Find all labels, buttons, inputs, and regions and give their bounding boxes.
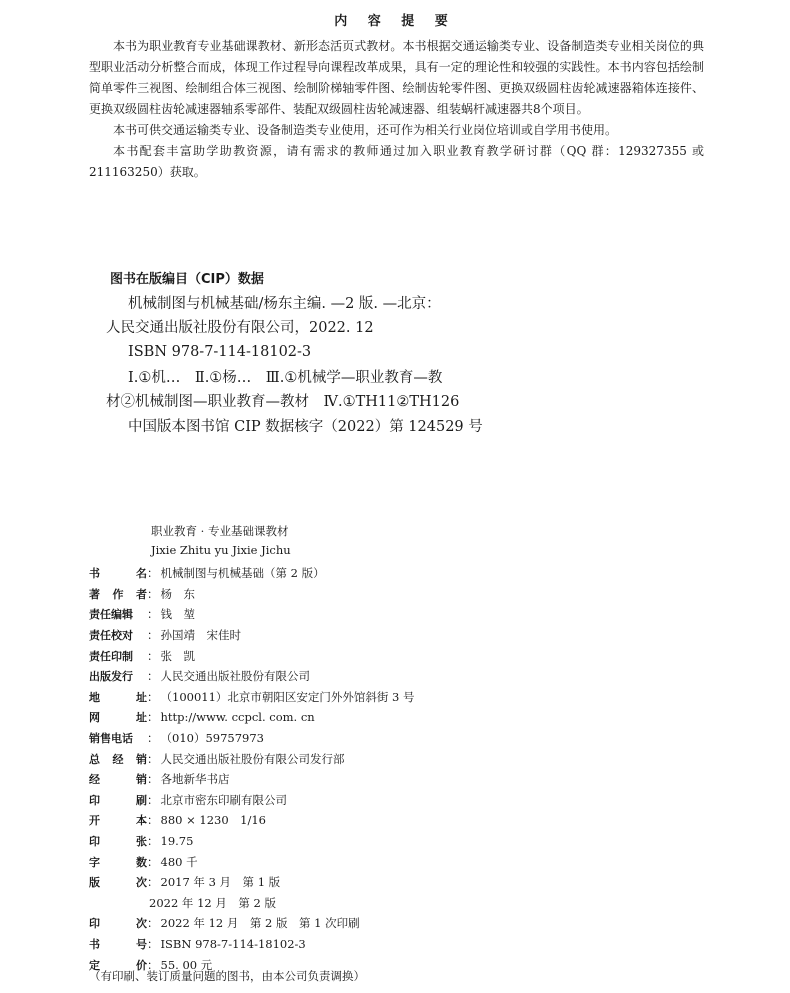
imprint-colon: ： <box>147 710 159 725</box>
imprint-label-char: 名 <box>136 567 147 581</box>
imprint-colon: ： <box>147 731 159 746</box>
imprint-value: http://www. ccpcl. com. cn <box>160 710 315 725</box>
imprint-label-char: 址 <box>136 711 147 725</box>
imprint-label <box>89 854 147 870</box>
imprint-colon: ： <box>147 916 159 931</box>
imprint-label-char: 经 <box>112 752 124 766</box>
imprint-colon: ： <box>147 772 159 787</box>
imprint-label-char: 出版发行 <box>89 670 133 684</box>
imprint-value: 张 凯 <box>160 648 195 663</box>
imprint-value: 19.75 <box>160 834 194 849</box>
imprint-value: 杨 东 <box>160 586 195 601</box>
imprint-value: 人民交通出版社股份有限公司发行部 <box>160 751 345 766</box>
imprint-value: 2022 年 12 月 第 2 版 <box>149 895 276 910</box>
imprint-label-char: 作 <box>112 587 124 601</box>
imprint-row <box>89 851 709 872</box>
imprint-label <box>89 730 147 746</box>
imprint-row <box>89 728 709 749</box>
imprint-label <box>89 648 147 664</box>
imprint-row <box>89 707 709 728</box>
series-name: 职业教育 · 专业基础课教材 <box>151 524 289 538</box>
imprint-value: （100011）北京市朝阳区安定门外外馆斜街 3 号 <box>160 689 415 704</box>
imprint-colon: ： <box>147 751 159 766</box>
cip-line-subjects: Ⅰ.①机… Ⅱ.①杨… Ⅲ.①机械学—职业教育—教 <box>128 370 443 386</box>
imprint-value: 机械制图与机械基础（第 2 版） <box>160 566 325 581</box>
cip-line-record: 中国版本图书馆 CIP 数据核字（2022）第 124529 号 <box>128 419 483 435</box>
imprint-label <box>89 936 147 952</box>
imprint-label-char: 价 <box>136 958 147 972</box>
summary-paragraph-3: 本书配套丰富助学助教资源，请有需求的教师通过加入职业教育教学研讨群（QQ 群：129327355 或 211163250）获取。 <box>89 144 704 179</box>
imprint-label-char: 销售电话 <box>89 732 133 746</box>
summary-paragraph-2: 本书可供交通运输类专业、设备制造类专业使用，还可作为相关行业岗位培训或自学用书使用。 <box>113 123 618 137</box>
cip-heading: 图书在版编目（CIP）数据 <box>110 272 264 287</box>
imprint-label <box>89 833 147 849</box>
imprint-label-char: 网 <box>89 711 100 725</box>
quality-notice: （有印刷、装订质量问题的图书，由本公司负责调换） <box>89 969 365 983</box>
imprint-label <box>89 627 147 643</box>
series-pinyin: Jixie Zhitu yu Jixie Jichu <box>151 543 291 557</box>
imprint-row <box>89 563 709 584</box>
imprint-value: 钱 堃 <box>160 607 195 622</box>
imprint-label-char: 版 <box>89 876 100 890</box>
imprint-row <box>89 604 709 625</box>
imprint-row <box>89 645 709 666</box>
imprint-row <box>89 810 709 831</box>
imprint-label-char: 销 <box>136 752 147 766</box>
imprint-value: 各地新华书店 <box>160 772 230 787</box>
imprint-value: ISBN 978-7-114-18102-3 <box>160 936 306 951</box>
imprint-label-char: 次 <box>136 876 147 890</box>
imprint-label <box>89 709 147 725</box>
cip-line-publisher: 人民交通出版社股份有限公司，2022. 12 <box>106 320 374 336</box>
imprint-row <box>89 687 709 708</box>
imprint-colon: ： <box>147 628 159 643</box>
imprint-label-char: 销 <box>136 773 147 787</box>
imprint-value: 2022 年 12 月 第 2 版 第 1 次印刷 <box>160 916 360 931</box>
imprint-row <box>89 584 709 605</box>
cip-line-isbn: ISBN 978-7-114-18102-3 <box>128 344 312 360</box>
imprint-label-char: 开 <box>89 814 100 828</box>
imprint-label-char: 地 <box>89 690 100 704</box>
imprint-label-char: 数 <box>136 855 147 869</box>
imprint-label-char: 印 <box>89 793 100 807</box>
imprint-row <box>89 872 709 893</box>
imprint-colon: ： <box>147 586 159 601</box>
imprint-label-char: 张 <box>136 835 147 849</box>
imprint-colon: ： <box>147 566 159 581</box>
imprint-label <box>89 668 147 684</box>
imprint-label <box>89 812 147 828</box>
imprint-label-char: 本 <box>136 814 147 828</box>
imprint-value: 孙国靖 宋佳时 <box>160 628 241 643</box>
imprint-label-char: 址 <box>136 690 147 704</box>
imprint-row <box>89 913 709 934</box>
imprint-colon: ： <box>147 792 159 807</box>
imprint-label-char: 印 <box>89 917 100 931</box>
imprint-value: 55. 00 元 <box>160 957 213 972</box>
imprint-label <box>89 874 147 890</box>
imprint-label-char: 书 <box>89 937 100 951</box>
imprint-list <box>89 563 709 975</box>
imprint-value: （010）59757973 <box>160 731 264 746</box>
imprint-label <box>89 771 147 787</box>
imprint-label-char: 号 <box>136 937 147 951</box>
imprint-colon: ： <box>147 669 159 684</box>
summary-title: 内 容 提 要 <box>334 14 456 29</box>
imprint-label-char: 责任校对 <box>89 629 133 643</box>
imprint-row <box>89 831 709 852</box>
imprint-label-char: 责任印制 <box>89 649 133 663</box>
imprint-label <box>89 565 147 581</box>
imprint-colon: ： <box>147 854 159 869</box>
cip-line-subjects-cont: 材②机械制图—职业教育—教材 Ⅳ.①TH11②TH126 <box>106 394 460 410</box>
imprint-value: 2017 年 3 月 第 1 版 <box>160 875 281 890</box>
imprint-label-char: 印 <box>89 835 100 849</box>
imprint-label-char: 刷 <box>136 793 147 807</box>
imprint-label-char: 总 <box>89 752 100 766</box>
imprint-label-char: 次 <box>136 917 147 931</box>
imprint-row <box>89 893 709 914</box>
imprint-label-char: 经 <box>89 773 100 787</box>
imprint-colon: ： <box>147 875 159 890</box>
imprint-colon: ： <box>147 813 159 828</box>
imprint-value: 480 千 <box>160 854 198 869</box>
imprint-colon: ： <box>147 957 159 972</box>
imprint-label <box>89 915 147 931</box>
imprint-label-char: 字 <box>89 855 100 869</box>
imprint-row <box>89 625 709 646</box>
imprint-label-char: 者 <box>136 587 147 601</box>
imprint-label-char: 定 <box>89 958 100 972</box>
imprint-label-char: 著 <box>89 587 100 601</box>
imprint-value: 880 × 1230 1/16 <box>160 813 266 828</box>
imprint-colon: ： <box>147 607 159 622</box>
imprint-row <box>89 790 709 811</box>
imprint-colon: ： <box>147 648 159 663</box>
imprint-colon: ： <box>147 834 159 849</box>
imprint-row <box>89 748 709 769</box>
summary-paragraph-1: 本书为职业教育专业基础课教材、新形态活页式教材。本书根据交通运输类专业、设备制造类专业相关岗位的典型职业活动分析整合而成，体现工作过程导向课程改革成果，具有一定的理论性和较强的实践性。本书内容包括绘制简单零件三视图、绘制组合体三视图、绘制阶梯轴零件图、绘制齿轮零件图、更换双级圆柱齿轮减速器箱体连接件、更换双级圆柱齿轮减速器轴系零部件、装配双级圆柱齿轮减速器、组装蜗杆减速器共8个项目。 <box>89 39 704 116</box>
imprint-label <box>89 689 147 705</box>
imprint-value: 人民交通出版社股份有限公司 <box>160 669 310 684</box>
imprint-label <box>89 606 147 622</box>
imprint-colon: ： <box>147 936 159 951</box>
imprint-label <box>89 792 147 808</box>
imprint-colon: ： <box>147 689 159 704</box>
imprint-label-char: 责任编辑 <box>89 608 133 622</box>
imprint-row <box>89 769 709 790</box>
imprint-row <box>89 666 709 687</box>
imprint-label <box>89 751 147 767</box>
imprint-label <box>89 586 147 602</box>
imprint-value: 北京市密东印刷有限公司 <box>160 792 287 807</box>
cip-line-title: 机械制图与机械基础/杨东主编. —2 版. —北京： <box>128 296 441 312</box>
imprint-label-char: 书 <box>89 567 100 581</box>
imprint-row <box>89 934 709 955</box>
